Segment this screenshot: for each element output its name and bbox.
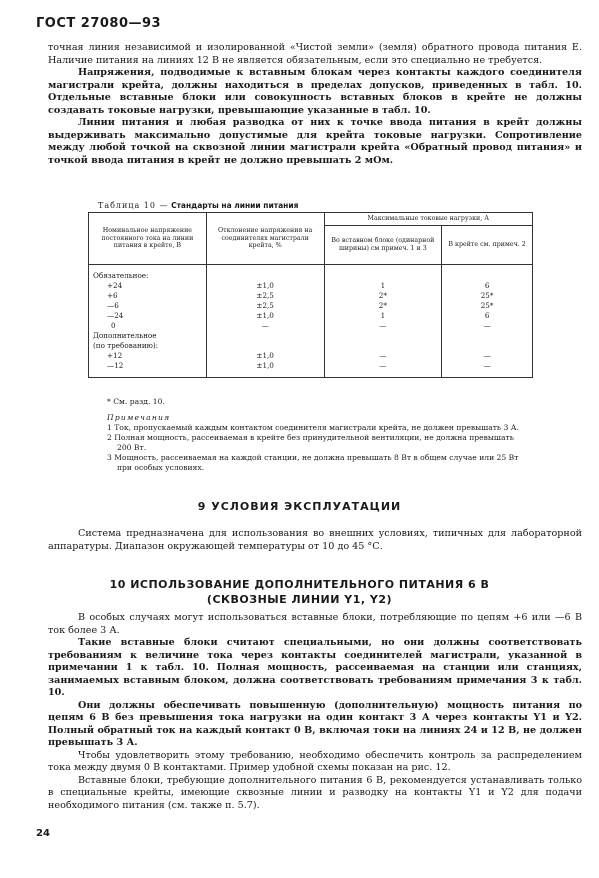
section-9-title: 9 УСЛОВИЯ ЭКСПЛУАТАЦИИ (197, 500, 402, 513)
section-10-body (48, 612, 582, 812)
cell-unit-current (324, 341, 442, 351)
note-item: 1 Ток, пропускаемый каждым контактом соединителя магистрали крейта, не должен превышать 3 А. (107, 423, 519, 432)
table-row (89, 341, 533, 351)
notes-heading: Примечания (107, 413, 171, 422)
intro-text-block (48, 42, 582, 167)
cell-deviation (206, 341, 324, 351)
cell-label: (по требованию): (89, 341, 207, 351)
header-max-current-group: Максимальные токовые нагрузки, А (324, 213, 532, 226)
page-number: 24 (36, 828, 50, 839)
section-9-body (48, 528, 582, 553)
cell-deviation: ±1,0 (206, 281, 324, 291)
table-title: Стандарты на линии питания (171, 201, 299, 210)
footnote-star: * См. разд. 10. (107, 397, 165, 406)
power-lines-table (88, 212, 533, 378)
paragraph-voltages: Напряжения, подводимые к вставным блокам через контакты каждого соединителя магистрали крейта, должны находиться в пределах допусков, приведенных в табл. 10. Отдельные вставные блоки или совокупность вставных блоков в крейте не должны создавать токовые нагрузки, превышающие указанные в табл. 10. (48, 67, 582, 116)
cell-crate-current: 6 (442, 311, 533, 321)
cell-crate-current (442, 264, 533, 281)
table-row (89, 301, 533, 311)
section-10-title (0, 577, 599, 607)
section-10-paragraph: Вставные блоки, требующие дополнительного питания 6 В, рекомендуется устанавливать только в специальные крейты, имеющие сквозные линии и разводку на контакты Y1 и Y2 для подачи необходимого питания (см. также п. 5.7). (48, 774, 582, 811)
cell-voltage: +12 (89, 351, 207, 361)
section-10-paragraph: Чтобы удовлетворить этому требованию, необходимо обеспечить контроль за распределением тока между двумя 0 В контактами. Пример удобной схемы показан на рис. 12. (48, 749, 582, 773)
cell-deviation: — (206, 321, 324, 331)
cell-deviation: ±1,0 (206, 361, 324, 378)
header-nominal-voltage: Номинальное напряжение постоянного тока на линии питания в крейте, В (89, 213, 207, 265)
cell-deviation (206, 264, 324, 281)
header-plug-in-unit: Во вставном блоке (одинарной ширины) см примеч. 1 и 3 (324, 225, 442, 264)
header-crate: В крейте см. примеч. 2 (442, 225, 533, 264)
cell-deviation: ±2,5 (206, 301, 324, 311)
cell-voltage: 0 (89, 321, 207, 331)
cell-label: Обязательное: (89, 264, 207, 281)
paragraph-continuation: точная линия независимой и изолированной «Чистой земли» (земля) обратного провода питания Е. Наличие питания на линиях 12 В не является обязательным, если это специально не требуется. (48, 42, 582, 66)
section-10-title-line1: 10 ИСПОЛЬЗОВАНИЕ ДОПОЛНИТЕЛЬНОГО ПИТАНИЯ 6 В (109, 578, 490, 591)
cell-crate-current: — (442, 351, 533, 361)
cell-voltage: —6 (89, 301, 207, 311)
cell-unit-current: — (324, 351, 442, 361)
section-10-paragraph: Они должны обеспечивать повышенную (дополнительную) мощность питания по цепям 6 В без превышения тока нагрузки на один контакт 3 А через контакты Y1 и Y2. Полный обратный ток на каждый контакт 0 В, включая токи на линиях 24 и 12 В, не должен превышать 3 А. (48, 699, 582, 748)
section-10-paragraph: В особых случаях могут использоваться вставные блоки, потребляющие по цепям +6 или —6 В ток более 3 А. (48, 612, 582, 636)
cell-unit-current: — (324, 361, 442, 378)
cell-voltage: —24 (89, 311, 207, 321)
cell-crate-current: 25* (442, 301, 533, 311)
table-row (89, 291, 533, 301)
table-label: Таблица 10 — (98, 201, 169, 210)
cell-crate-current: 6 (442, 281, 533, 291)
table-row (89, 264, 533, 281)
cell-crate-current: — (442, 321, 533, 331)
cell-deviation (206, 331, 324, 341)
header-voltage-deviation: Отклонение напряжения на соединителях магистрали крейта, % (206, 213, 324, 265)
table-row (89, 281, 533, 291)
cell-voltage: +24 (89, 281, 207, 291)
table-row (89, 361, 533, 378)
cell-unit-current: 2* (324, 301, 442, 311)
cell-crate-current (442, 331, 533, 341)
cell-unit-current: 2* (324, 291, 442, 301)
cell-crate-current: 25* (442, 291, 533, 301)
note-item: 3 Мощность, рассеиваемая на каждой станции, не должна превышать 8 Вт в общем случае или 25 Вт при особых условиях. (107, 453, 519, 472)
cell-crate-current (442, 341, 533, 351)
table-notes (105, 397, 525, 473)
table-row (89, 311, 533, 321)
note-item: 2 Полная мощность, рассеиваемая в крейте без принудительной вентиляции, не должна превышать 200 Вт. (107, 433, 514, 452)
table-row (89, 351, 533, 361)
cell-label: Дополнительное (89, 331, 207, 341)
paragraph-power-lines: Линии питания и любая разводка от них к точке ввода питания в крейт должны выдерживать максимально допустимые для крейта токовые нагрузки. Сопротивление между любой точкой на сквозной линии магистрали крейта «Обратный провод питания» и точкой ввода питания в крейт не должно превышать 2 мОм. (48, 117, 582, 166)
cell-unit-current: — (324, 321, 442, 331)
cell-voltage: +6 (89, 291, 207, 301)
section-10-paragraph: Такие вставные блоки считают специальными, но они должны соответствовать требованиям к величине тока через контакты соединителей магистрали, указанной в примечании 1 к табл. 10. Полная мощность, рассеиваемая на станции или станциях, занимаемых вставным блоком, должна соответствовать требованиям примечания 3 к табл. 10. (48, 637, 582, 698)
cell-unit-current: 1 (324, 311, 442, 321)
cell-deviation: ±2,5 (206, 291, 324, 301)
cell-deviation: ±1,0 (206, 351, 324, 361)
table-caption (98, 201, 298, 210)
cell-crate-current: — (442, 361, 533, 378)
section-9-paragraph: Система предназначена для использования во внешних условиях, типичных для лабораторной аппаратуры. Диапазон окружающей температуры от 10 до 45 °С. (48, 528, 582, 552)
cell-deviation: ±1,0 (206, 311, 324, 321)
cell-voltage: —12 (89, 361, 207, 378)
table-row (89, 321, 533, 331)
table-row (89, 331, 533, 341)
section-10-title-line2: (СКВОЗНЫЕ ЛИНИИ Y1, Y2) (206, 593, 393, 606)
cell-unit-current (324, 264, 442, 281)
cell-unit-current (324, 331, 442, 341)
standard-header: ГОСТ 27080—93 (36, 16, 162, 31)
cell-unit-current: 1 (324, 281, 442, 291)
